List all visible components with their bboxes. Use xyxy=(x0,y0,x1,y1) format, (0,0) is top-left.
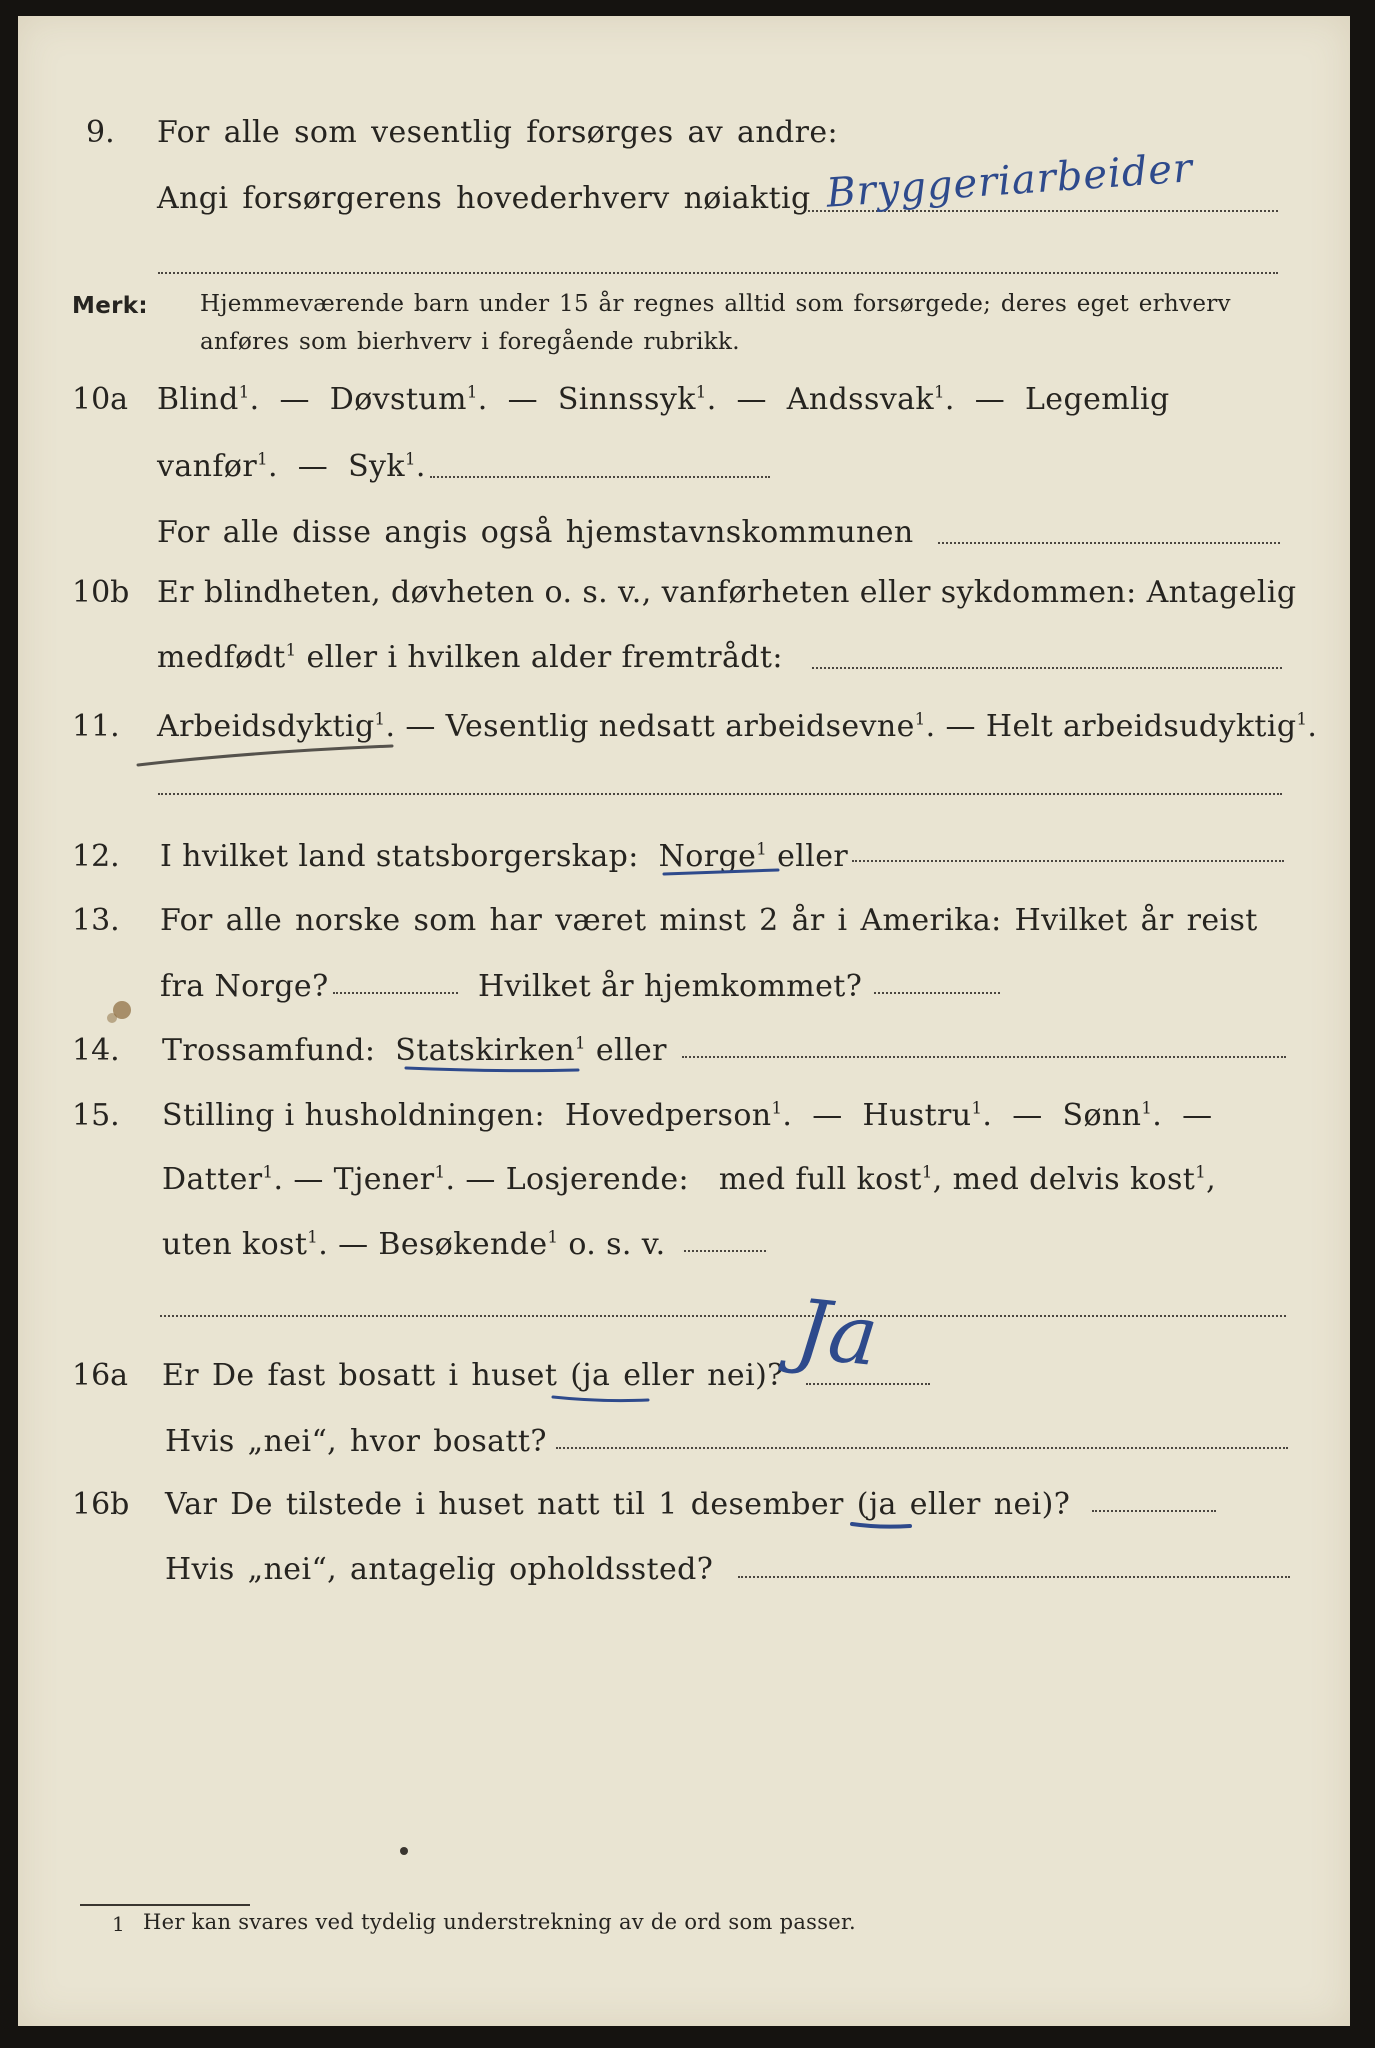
underline-statskirken xyxy=(406,1068,578,1071)
note-label: Merk: xyxy=(72,293,148,319)
q13-line2a: fra Norge? xyxy=(160,969,329,1004)
option-andssvak: Andssvak xyxy=(786,382,934,417)
option-uten-kost: uten kost xyxy=(162,1227,308,1262)
option-blind: Blind xyxy=(157,382,239,417)
option-hustru: Hustru xyxy=(862,1098,972,1133)
option-datter: Datter xyxy=(162,1162,263,1197)
stain-spot xyxy=(107,1013,117,1023)
q10a-line2: vanfør$^1$. — Syk$^1$. xyxy=(157,449,426,484)
question-number-15: 15. xyxy=(72,1098,120,1133)
option-full-kost: med full kost xyxy=(718,1162,922,1197)
handwritten-answer-q16a: Ja xyxy=(791,1281,883,1386)
q16a-line2: Hvis „nei“, hvor bosatt? xyxy=(165,1424,547,1459)
underline-arbeidsdyktig xyxy=(138,746,392,765)
option-norge: Norge xyxy=(658,839,757,874)
underline-ja-16b xyxy=(852,1524,910,1527)
handwritten-answer-q9: Bryggeriarbeider xyxy=(824,145,1195,217)
q13-line1: For alle norske som har været minst 2 år i Amerika: Hvilket år reist xyxy=(160,903,1258,938)
underline-norge xyxy=(664,870,778,874)
question-number-16a: 16a xyxy=(72,1358,129,1393)
underline-ja-16a xyxy=(553,1397,648,1401)
q10b-line1: Er blindheten, døvheten o. s. v., vanførheten eller sykdommen: Antagelig xyxy=(157,575,1297,610)
q11-line: Arbeidsdyktig$^1$. — Vesentlig nedsatt arbeidsevne$^1$. — Helt arbeidsudyktig$^1$. xyxy=(157,709,1318,744)
question-number-9: 9. xyxy=(86,115,115,150)
footnote-mark: 1 xyxy=(112,1912,126,1936)
q13-line2b: Hvilket år hjemkommet? xyxy=(478,969,863,1004)
q10b-line2: medfødt$^1$ eller i hvilken alder fremtrådt: xyxy=(157,640,783,675)
q15-line1: Stilling i husholdningen: Hovedperson$^1$. — Hustru$^1$. — Sønn$^1$. — xyxy=(162,1098,1213,1133)
option-syk: Syk xyxy=(348,449,405,484)
option-arbeidsdyktig: Arbeidsdyktig xyxy=(157,709,375,744)
question-number-14: 14. xyxy=(72,1033,120,1068)
q9-line1: For alle som vesentlig forsørges av andre: xyxy=(157,115,839,150)
q15-line2: Datter$^1$. — Tjener$^1$. — Losjerende: med full kost$^1$, med delvis kost$^1$, xyxy=(162,1162,1217,1197)
question-number-13: 13. xyxy=(72,903,120,938)
q10a-line1: Blind$^1$. — Døvstum$^1$. — Sinnssyk$^1$. — Andssvak$^1$. — Legemlig xyxy=(157,382,1170,417)
question-number-10b: 10b xyxy=(72,575,130,610)
option-dovstum: Døvstum xyxy=(329,382,467,417)
option-sinnssyk: Sinnssyk xyxy=(557,382,696,417)
option-vesentlig-nedsatt: Vesentlig nedsatt arbeidsevne xyxy=(445,709,915,744)
option-vanfor: vanfør xyxy=(157,449,258,484)
note-line2: anføres som bierhverv i foregående rubrikk. xyxy=(200,329,740,355)
q16a-line1: Er De fast bosatt i huset (ja eller nei)? xyxy=(162,1358,784,1393)
q12-line: I hvilket land statsborgerskap: Norge$^1$ eller xyxy=(160,839,849,874)
option-delvis-kost: med delvis kost xyxy=(952,1162,1196,1197)
q9-line2: Angi forsørgerens hovederhverv nøiaktig xyxy=(157,181,811,216)
option-besokende: Besøkende xyxy=(378,1227,548,1262)
question-number-12: 12. xyxy=(72,839,120,874)
question-number-10a: 10a xyxy=(72,382,129,417)
q10a-line3: For alle disse angis også hjemstavnskommunen xyxy=(157,515,914,550)
option-sonn: Sønn xyxy=(1062,1098,1142,1133)
footnote-text: Her kan svares ved tydelig understrekning av de ord som passer. xyxy=(143,1910,857,1934)
question-number-16b: 16b xyxy=(72,1487,130,1522)
option-helt-udyktig: Helt arbeidsudyktig xyxy=(985,709,1297,744)
option-hovedperson: Hovedperson xyxy=(564,1098,772,1133)
q14-line: Trossamfund: Statskirken$^1$ eller xyxy=(162,1033,667,1068)
ink-dot xyxy=(400,1847,408,1855)
q16b-line1: Var De tilstede i huset natt til 1 desember (ja eller nei)? xyxy=(165,1487,1071,1522)
q15-line3: uten kost$^1$. — Besøkende$^1$ o. s. v. xyxy=(162,1227,666,1262)
option-statskirken: Statskirken xyxy=(395,1033,575,1068)
question-number-11: 11. xyxy=(72,709,120,744)
option-legemlig: Legemlig xyxy=(1024,382,1170,417)
q16b-line2: Hvis „nei“, antagelig opholdssted? xyxy=(165,1552,714,1587)
option-tjener: Tjener xyxy=(333,1162,435,1197)
note-line1: Hjemmeværende barn under 15 år regnes alltid som forsørgede; deres eget erhverv xyxy=(200,291,1231,317)
